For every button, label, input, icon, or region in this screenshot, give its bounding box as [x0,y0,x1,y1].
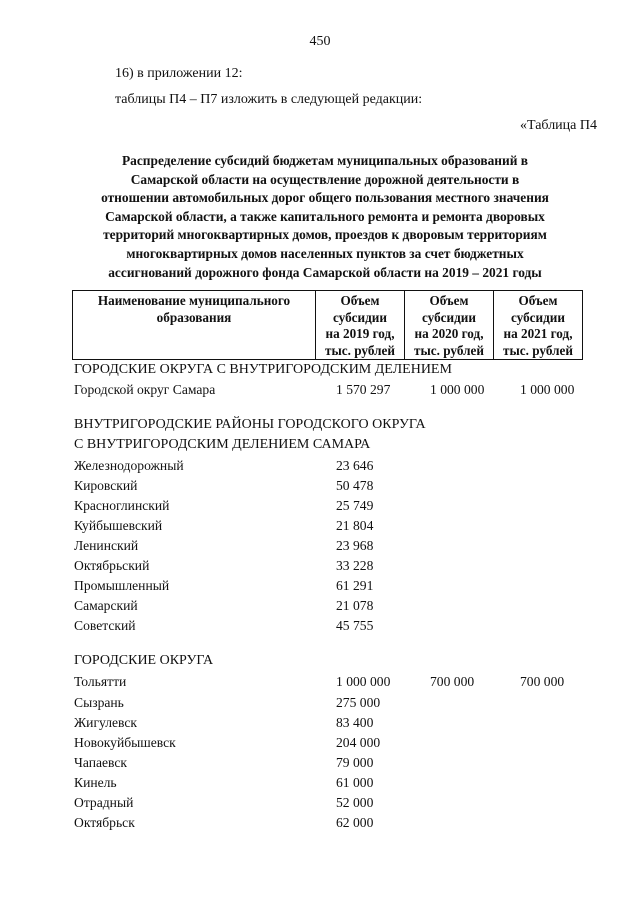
row-name: Октябрьский [74,558,150,573]
row-value-2019: 25 749 [336,498,374,513]
row-name: Железнодорожный [74,458,184,473]
header-line: на 2021 год, [503,326,573,342]
row-name: Отрадный [74,795,134,810]
row-value-2021: 700 000 [520,674,565,689]
row-value-2019: 83 400 [336,715,374,730]
row-value-2019: 275 000 [336,695,381,710]
paragraph-instruction: таблицы П4 – П7 изложить в следующей редакции: [115,92,423,107]
row-value-2019: 50 478 [336,478,374,493]
row-value-2019: 23 646 [336,458,374,473]
row-value-2019: 52 000 [336,795,374,810]
title-line: многоквартирных домов населенных пунктов за счет бюджетных [126,245,524,261]
header-line: на 2019 год, [325,326,395,342]
row-value-2019: 61 000 [336,775,374,790]
section-heading: ГОРОДСКИЕ ОКРУГА [74,653,214,668]
header-line: тыс. рублей [414,342,484,358]
header-municipality [73,291,316,360]
row-name: Тольятти [74,674,127,689]
row-name: Кинель [74,775,117,790]
title-line: отношении автомобильных дорог общего пользования местного значения [101,190,549,206]
header-line: тыс. рублей [503,342,573,358]
header-line: Объем [518,293,558,308]
row-name: Чапаевск [74,755,128,770]
header-2021 [494,291,583,360]
title-line: Самарской области на осуществление дорожной деятельности в [130,171,520,187]
header-2020 [405,291,494,360]
section-heading: С ВНУТРИГОРОДСКИМ ДЕЛЕНИЕМ САМАРА [74,437,371,452]
header-line: Объем [429,293,469,308]
row-name: Самарский [74,598,138,613]
title-line: Распределение субсидий бюджетам муниципальных образований в [121,153,528,168]
header-line: Наименование муниципального [97,293,291,308]
header-line: тыс. рублей [325,342,395,358]
row-name: Куйбышевский [74,518,163,533]
row-name: Красноглинский [74,498,170,513]
header-line: Объем [340,293,380,308]
row-name: Промышленный [74,578,170,593]
row-value-2019: 1 570 297 [336,382,391,397]
title-line: территорий многоквартирных домов, проездов к дворовым территориям [103,227,547,243]
row-value-2019: 61 291 [336,578,374,593]
row-value-2020: 700 000 [430,674,475,689]
row-name: Сызрань [74,695,124,710]
row-value-2021: 1 000 000 [520,382,575,397]
table-header [72,290,583,360]
row-name: Городской округ Самара [74,382,216,397]
header-line: субсидии [421,309,476,325]
row-value-2019: 21 804 [336,518,374,533]
row-value-2019: 1 000 000 [336,674,391,689]
row-value-2020: 1 000 000 [430,382,485,397]
row-value-2019: 45 755 [336,618,374,633]
page-number: 450 [309,34,331,49]
row-value-2019: 23 968 [336,538,374,553]
row-name: Ленинский [74,538,139,553]
row-value-2019: 204 000 [336,735,381,750]
header-line: субсидии [332,309,387,325]
row-value-2019: 79 000 [336,755,374,770]
title-line: ассигнований дорожного фонда Самарской области на 2019 – 2021 годы [108,264,542,280]
row-name: Жигулевск [74,715,138,730]
header-line: образования [156,309,232,325]
header-line: субсидии [510,309,565,325]
row-value-2019: 33 228 [336,558,374,573]
section-heading: ГОРОДСКИЕ ОКРУГА С ВНУТРИГОРОДСКИМ ДЕЛЕНИЕМ [74,362,452,377]
row-value-2019: 21 078 [336,598,374,613]
row-value-2019: 62 000 [336,815,374,830]
table-reference: «Таблица П4 [520,118,597,133]
header-line: на 2020 год, [414,326,484,342]
row-name: Новокуйбышевск [74,735,176,750]
document-title [60,152,590,282]
paragraph-intro: 16) в приложении 12: [115,66,243,81]
row-name: Кировский [74,478,138,493]
title-line: Самарской области, а также капитального ремонта и ремонта дворовых [105,208,545,224]
row-name: Октябрьск [74,815,135,830]
row-name: Советский [74,618,136,633]
header-2019 [316,291,405,360]
section-heading: ВНУТРИГОРОДСКИЕ РАЙОНЫ ГОРОДСКОГО ОКРУГА [74,417,426,432]
